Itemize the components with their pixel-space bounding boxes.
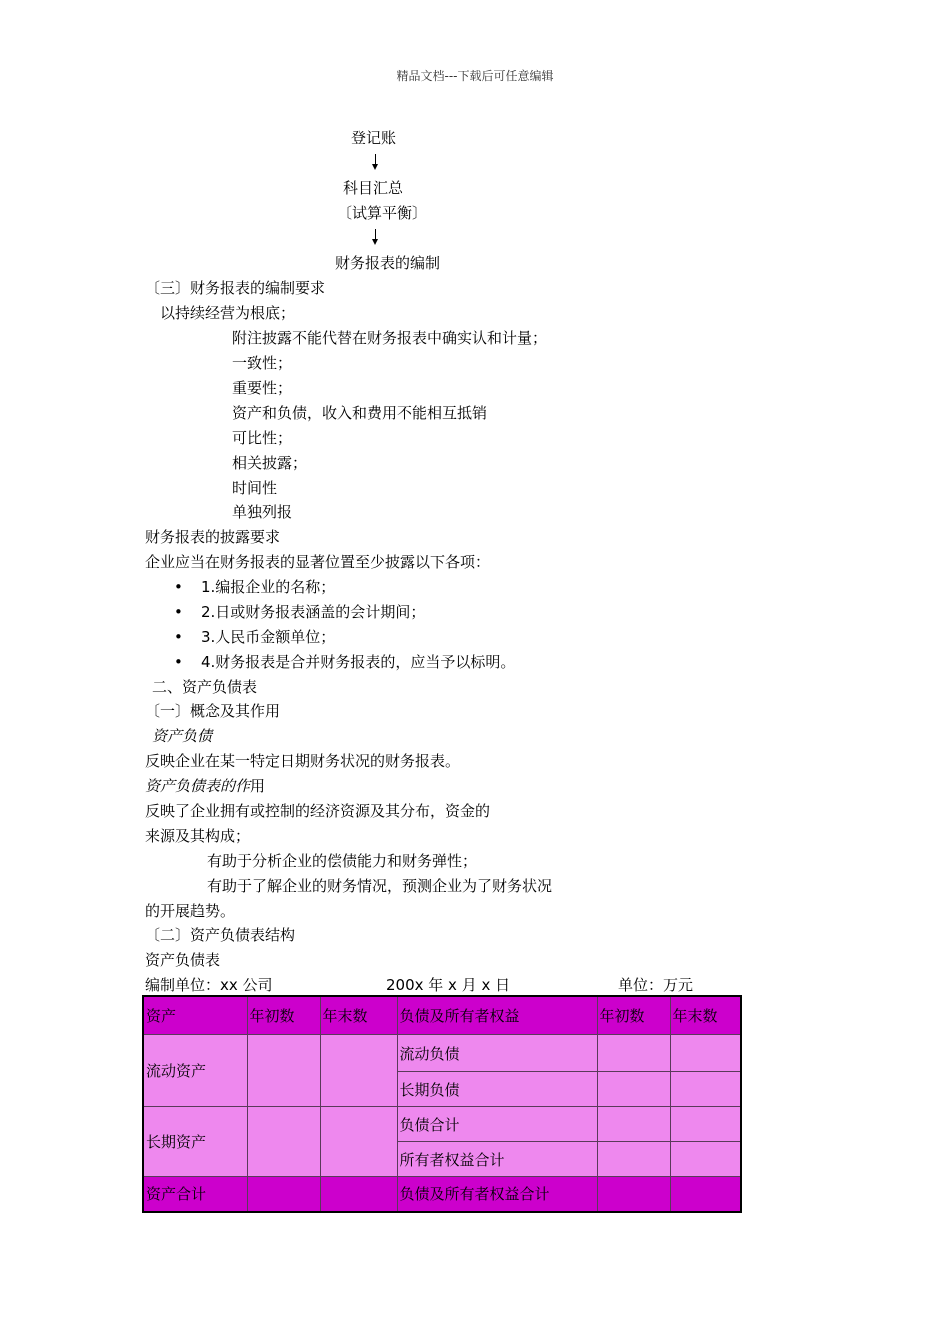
table-row — [143, 1035, 741, 1072]
disclosure-title: 财务报表的披露要求 — [145, 528, 281, 546]
definition-text: 反映企业在某一特定日期财务状况的财务报表。 — [145, 752, 461, 770]
requirement-item: 单独列报 — [232, 503, 293, 521]
list-item-text: 2.日或财务报表涵盖的会计期间； — [201, 603, 426, 621]
down-arrow-icon — [371, 154, 381, 170]
bullet-icon: • — [174, 603, 183, 621]
table-cell — [247, 1177, 320, 1212]
table-cell — [320, 1107, 397, 1177]
row-label-current-assets: 流动资产 — [143, 1035, 247, 1107]
requirement-item: 重要性； — [232, 379, 293, 397]
balance-sheet-table — [142, 995, 742, 1213]
flow-step-summary: 科目汇总 — [343, 179, 404, 197]
term-heading: 资产负债 — [152, 727, 213, 745]
list-item-text: 1.编报企业的名称； — [201, 578, 336, 596]
bullet-icon: • — [174, 628, 183, 646]
table-title: 资产负债表 — [145, 951, 221, 969]
paragraph-line: 有助于了解企业的财务情况，预测企业为了财务状况 — [207, 877, 553, 895]
table-cell — [670, 1035, 741, 1072]
table-cell — [597, 1107, 670, 1142]
requirement-item: 资产和负债，收入和费用不能相互抵销 — [232, 404, 488, 422]
subsection-title: 〔一〕概念及其作用 — [145, 702, 281, 720]
bullet-icon: • — [174, 578, 183, 596]
row-label-current-liabilities: 流动负债 — [397, 1035, 597, 1072]
table-row — [143, 1107, 741, 1142]
page-header: 精品文档---下载后可任意编辑 — [396, 69, 554, 83]
flow-step-compile: 财务报表的编制 — [335, 254, 441, 272]
table-cell — [597, 1142, 670, 1177]
table-cell — [670, 1107, 741, 1142]
list-item-text: 3.人民币金额单位； — [201, 628, 336, 646]
table-cell — [597, 1072, 670, 1107]
term-heading — [145, 776, 265, 796]
table-cell — [670, 1072, 741, 1107]
table-cell — [597, 1035, 670, 1072]
flow-step-summary-note: 〔试算平衡〕 — [337, 204, 428, 222]
paragraph-line: 的开展趋势。 — [145, 902, 236, 920]
paragraph-line: 有助于分析企业的偿债能力和财务弹性； — [207, 852, 478, 870]
requirement-item: 相关披露； — [232, 454, 308, 472]
row-label-total-liab-equity: 负债及所有者权益合计 — [397, 1177, 597, 1212]
table-cell — [247, 1035, 320, 1107]
table-unit-label: 编制单位：xx 公司 — [145, 976, 273, 994]
flow-step-ledger: 登记账 — [351, 129, 397, 147]
header-cell: 年末数 — [320, 996, 397, 1035]
row-label-long-term-assets: 长期资产 — [143, 1107, 247, 1177]
term-rest: 用 — [250, 777, 266, 795]
requirement-basis: 以持续经营为根底； — [160, 304, 296, 322]
requirement-item: 可比性； — [232, 429, 293, 447]
row-label-total-liabilities: 负债合计 — [397, 1107, 597, 1142]
part-title: 二、资产负债表 — [152, 678, 258, 696]
header-cell: 年初数 — [597, 996, 670, 1035]
down-arrow-icon — [371, 229, 381, 245]
paragraph-line: 反映了企业拥有或控制的经济资源及其分布，资金的 — [145, 802, 491, 820]
header-cell: 负债及所有者权益 — [397, 996, 597, 1035]
disclosure-intro: 企业应当在财务报表的显著位置至少披露以下各项： — [145, 553, 491, 571]
header-cell: 资产 — [143, 996, 247, 1035]
table-cell — [247, 1107, 320, 1177]
section-title: 〔三〕财务报表的编制要求 — [145, 279, 326, 297]
table-date: 200x 年 x 月 x 日 — [386, 976, 511, 994]
header-cell: 年末数 — [670, 996, 741, 1035]
term-italic: 资产负债表的作 — [145, 777, 251, 795]
subsection-title: 〔二〕资产负债表结构 — [145, 926, 296, 944]
header-cell: 年初数 — [247, 996, 320, 1035]
table-cell — [320, 1177, 397, 1212]
table-cell — [597, 1177, 670, 1212]
paragraph-line: 来源及其构成； — [145, 827, 251, 845]
table-currency: 单位：万元 — [618, 976, 694, 994]
table-cell — [670, 1142, 741, 1177]
requirement-item: 一致性； — [232, 354, 293, 372]
table-cell — [320, 1035, 397, 1107]
table-header-row — [143, 996, 741, 1035]
row-label-total-equity: 所有者权益合计 — [397, 1142, 597, 1177]
row-label-total-assets: 资产合计 — [143, 1177, 247, 1212]
bullet-icon: • — [174, 653, 183, 671]
list-item-text: 4.财务报表是合并财务报表的，应当予以标明。 — [201, 653, 516, 671]
table-cell — [670, 1177, 741, 1212]
requirement-item: 附注披露不能代替在财务报表中确实认和计量； — [232, 329, 548, 347]
requirement-item: 时间性 — [232, 479, 278, 497]
row-label-long-term-liabilities: 长期负债 — [397, 1072, 597, 1107]
table-total-row — [143, 1177, 741, 1212]
